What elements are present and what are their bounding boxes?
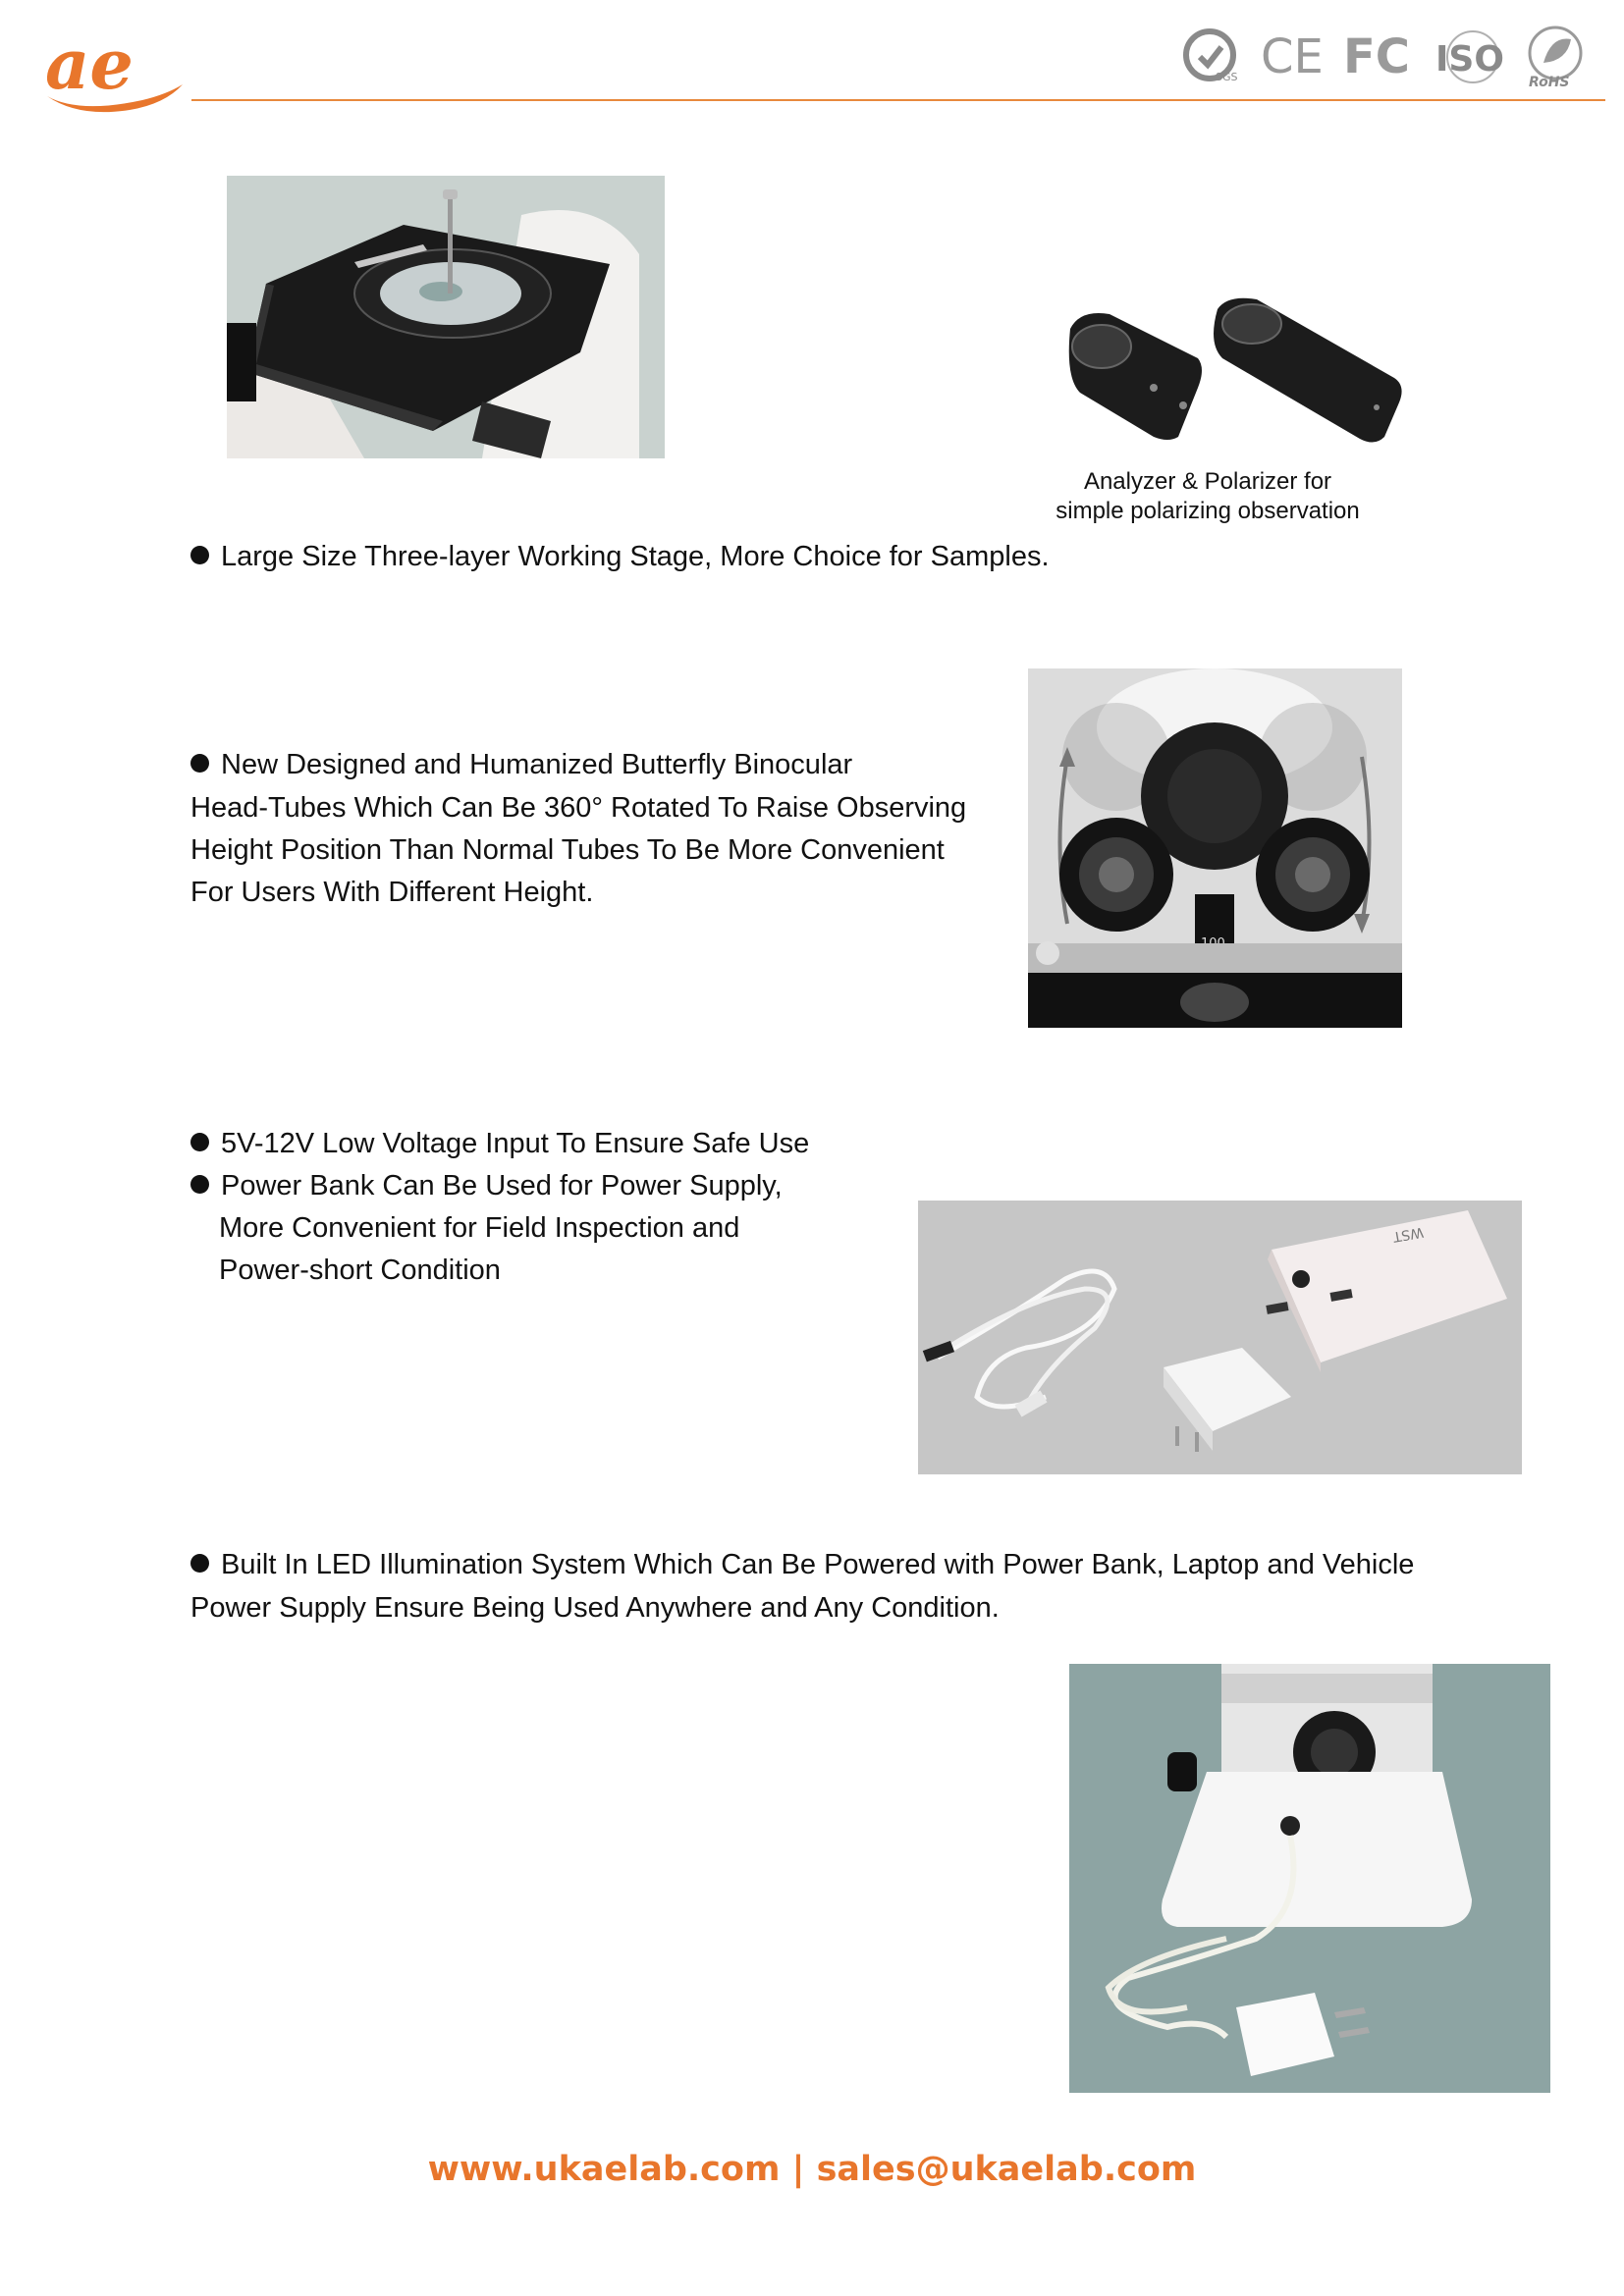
bullet-head-tubes xyxy=(190,743,852,786)
logo-text: ae xyxy=(45,27,134,105)
sgs-icon xyxy=(1186,31,1238,83)
analyzer-caption-line1: Analyzer & Polarizer for xyxy=(1083,468,1332,495)
bullet-dot-icon xyxy=(190,1133,209,1151)
analyzer-caption-line2: simple polarizing observation xyxy=(1056,498,1360,524)
certification-logos xyxy=(1178,24,1600,92)
power-bank-line3: Power-short Condition xyxy=(219,1255,501,1286)
bullet-working-stage-text: Large Size Three-layer Working Stage, More Choice for Samples. xyxy=(221,541,1050,572)
cert-label: ISO xyxy=(1435,39,1504,80)
head-tubes-line1: New Designed and Humanized Butterfly Binocular xyxy=(221,749,853,780)
analyzer-polarizer-photo xyxy=(1060,290,1404,447)
led-line1: Built In LED Illumination System Which Can Be Powered with Power Bank, Laptop and Vehicle xyxy=(221,1549,1415,1580)
led-illumination-photo xyxy=(1069,1664,1550,2093)
head-tubes-line3: Height Position Than Normal Tubes To Be More Convenient xyxy=(190,834,945,866)
iso-icon xyxy=(1435,31,1504,82)
footer-contact[interactable]: www.ukaelab.com | sales@ukaelab.com xyxy=(427,2150,1197,2189)
head-tubes-line4: For Users With Different Height. xyxy=(190,877,594,908)
working-stage-photo xyxy=(227,176,665,458)
cert-label: SGS xyxy=(1216,71,1238,83)
head-tubes-line2: Head-Tubes Which Can Be 360° Rotated To Raise Observing xyxy=(190,792,967,824)
power-bank-line2: More Convenient for Field Inspection and xyxy=(219,1212,740,1244)
bullet-power-bank xyxy=(190,1164,783,1207)
bullet-dot-icon xyxy=(190,1175,209,1194)
low-voltage-text: 5V-12V Low Voltage Input To Ensure Safe Use xyxy=(221,1128,810,1159)
cert-label: RoHS xyxy=(1529,75,1570,90)
ce-icon: CE xyxy=(1261,29,1324,84)
binocular-head-photo xyxy=(1028,668,1402,1028)
fc-icon: FC xyxy=(1343,29,1411,84)
rohs-icon xyxy=(1529,27,1581,90)
power-bank-line1: Power Bank Can Be Used for Power Supply, xyxy=(221,1170,783,1201)
header-rule xyxy=(191,99,1605,101)
bullet-led-illumination xyxy=(190,1543,1414,1586)
bullet-dot-icon xyxy=(190,754,209,773)
bullet-dot-icon xyxy=(190,1554,209,1573)
bullet-working-stage xyxy=(190,535,1050,578)
power-bank-photo xyxy=(918,1201,1522,1474)
led-line2: Power Supply Ensure Being Used Anywhere and Any Condition. xyxy=(190,1592,1000,1624)
company-logo xyxy=(39,27,187,118)
power-bank-brand: WST xyxy=(1391,1223,1425,1245)
bullet-low-voltage xyxy=(190,1122,809,1165)
bullet-dot-icon xyxy=(190,546,209,564)
